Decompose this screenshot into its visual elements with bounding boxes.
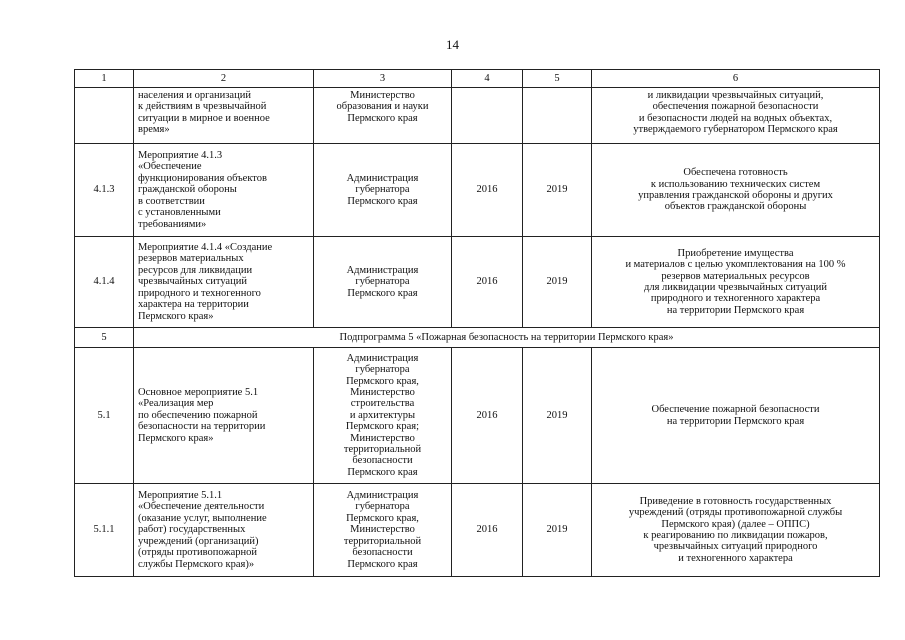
col-header: 3 [314, 70, 452, 88]
expected-result: Приобретение имущества и материалов с целью укомплектования на 100 % резервов материальных ресурсов для ликвидации чрезвычайных ситуаций природного и техногенного характера на территории Пермского края [592, 237, 880, 328]
expected-result: Обеспечение пожарной безопасности на территории Пермского края [592, 348, 880, 484]
executor: Администрация губернатора Пермского края, Министерство строительства и архитектуры Пермского края; Министерство территориальной безопасности Пермского края [314, 348, 452, 484]
start-year: 2016 [452, 144, 523, 237]
col-header: 5 [523, 70, 592, 88]
col-header: 6 [592, 70, 880, 88]
start-year [452, 88, 523, 144]
end-year: 2019 [523, 348, 592, 484]
table-row [75, 88, 880, 144]
table-header-row [75, 70, 880, 88]
col-header: 2 [134, 70, 314, 88]
end-year: 2019 [523, 237, 592, 328]
row-number: 5.1.1 [75, 484, 134, 577]
end-year: 2019 [523, 484, 592, 577]
activity-name: Мероприятие 4.1.4 «Создание резервов материальных ресурсов для ликвидации чрезвычайных ситуаций природного и техногенного характера на территории Пермского края» [134, 237, 314, 328]
end-year: 2019 [523, 144, 592, 237]
executor: Администрация губернатора Пермского края, Министерство территориальной безопасности Пермского края [314, 484, 452, 577]
table-row [75, 144, 880, 237]
row-number: 4.1.3 [75, 144, 134, 237]
activity-name: Основное мероприятие 5.1 «Реализация мер по обеспечению пожарной безопасности на территории Пермского края» [134, 348, 314, 484]
activity-name: Мероприятие 5.1.1 «Обеспечение деятельности (оказание услуг, выполнение работ) государственных учреждений (организаций) (отряды противопожарной службы Пермского края)» [134, 484, 314, 577]
table-row [75, 237, 880, 328]
col-header: 1 [75, 70, 134, 88]
expected-result: и ликвидации чрезвычайных ситуаций, обеспечения пожарной безопасности и безопасности людей на водных объектах, утверждаемого губернатором Пермского края [592, 88, 880, 144]
start-year: 2016 [452, 484, 523, 577]
row-number: 5.1 [75, 348, 134, 484]
row-number [75, 88, 134, 144]
end-year [523, 88, 592, 144]
table-row [75, 348, 880, 484]
executor: Администрация губернатора Пермского края [314, 144, 452, 237]
start-year: 2016 [452, 348, 523, 484]
subprogram-title: Подпрограмма 5 «Пожарная безопасность на территории Пермского края» [134, 328, 880, 348]
executor: Министерство образования и науки Пермского края [314, 88, 452, 144]
activity-name: населения и организаций к действиям в чрезвычайной ситуации в мирное и военное время» [134, 88, 314, 144]
start-year: 2016 [452, 237, 523, 328]
page-number: 14 [446, 37, 459, 52]
row-number: 4.1.4 [75, 237, 134, 328]
expected-result: Обеспечена готовность к использованию технических систем управления гражданской обороны и других объектов гражданской обороны [592, 144, 880, 237]
expected-result: Приведение в готовность государственных учреждений (отряды противопожарной службы Пермского края) (далее – ОППС) к реагированию по ликвидации пожаров, чрезвычайных ситуаций природного и техногенного характера [592, 484, 880, 577]
program-table [74, 69, 880, 577]
subprogram-number: 5 [75, 328, 134, 348]
executor: Администрация губернатора Пермского края [314, 237, 452, 328]
activity-name: Мероприятие 4.1.3 «Обеспечение функционирования объектов гражданской обороны в соответствии с установленными требованиями» [134, 144, 314, 237]
subprogram-row [75, 328, 880, 348]
col-header: 4 [452, 70, 523, 88]
table-row [75, 484, 880, 577]
